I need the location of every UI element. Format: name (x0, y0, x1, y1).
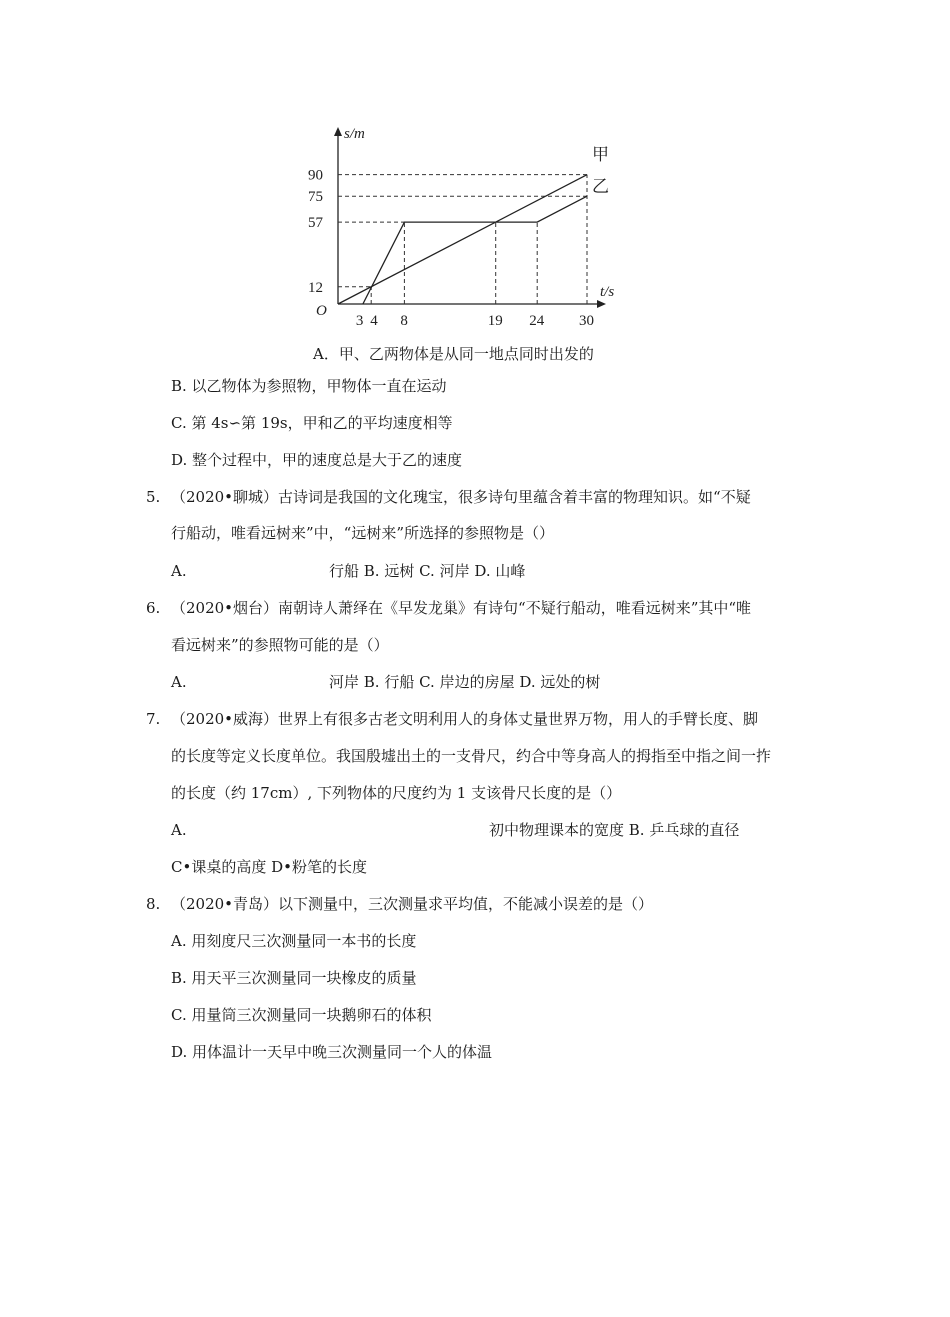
q6-options: 河岸 B. 行船 C. 岸边的房屋 D. 远处的树 (329, 673, 601, 691)
q5-number: 5. (146, 488, 161, 506)
q6-option-label: A. (171, 673, 187, 691)
axis-ticks (308, 168, 594, 329)
q6-number: 6. (146, 599, 161, 617)
y-axis-arrow (334, 127, 342, 136)
x-tick-8: 8 (400, 313, 408, 329)
q7-stem-line1: （2020•威海）世界上有很多古老文明利用人的身体丈量世界万物，用人的手臂长度、脚 (171, 710, 759, 728)
q5-option-label: A. (171, 562, 187, 580)
origin-label: O (316, 303, 327, 319)
series-line-yi (363, 196, 587, 304)
q5-stem-line1: （2020•聊城）古诗词是我国的文化瑰宝，很多诗句里蕴含着丰富的物理知识。如“不疑 (171, 488, 751, 506)
series-lines (338, 175, 587, 304)
q4-option-c: C. 第 4s∽第 19s，甲和乙的平均速度相等 (171, 414, 453, 432)
q4-option-a: A．甲、乙两物体是从同一地点同时出发的 (313, 345, 594, 363)
y-tick-57: 57 (308, 215, 323, 232)
q8-option-c: C. 用量筒三次测量同一块鹅卵石的体积 (171, 1006, 432, 1024)
q7-stem-line3: 的长度（约 17cm）, 下列物体的尺度约为 1 支该骨尺长度的是（） (171, 784, 622, 802)
x-tick-19: 19 (487, 313, 503, 329)
series-label-jia: 甲 (592, 145, 609, 165)
q7-options-line2: C•课桌的高度 D•粉笔的长度 (171, 858, 367, 876)
y-axis-label: s/m (344, 126, 365, 142)
y-tick-75: 75 (308, 189, 323, 206)
x-tick-30: 30 (579, 313, 594, 329)
q8-option-a: A. 用刻度尺三次测量同一本书的长度 (171, 932, 417, 950)
q8-option-b: B. 用天平三次测量同一块橡皮的质量 (171, 969, 417, 987)
q4-option-d: D. 整个过程中，甲的速度总是大于乙的速度 (171, 451, 463, 469)
q8-number: 8. (146, 895, 161, 913)
x-tick-3: 3 (355, 313, 364, 329)
x-tick-24: 24 (529, 313, 545, 329)
q5-stem-line2: 行船动，唯看远树来”中，“远树来”所选择的参照物是（） (171, 524, 555, 542)
q7-option-label: A. (171, 821, 187, 839)
q7-options-line1: 初中物理课本的宽度 B. 乒乓球的直径 (489, 821, 740, 839)
series-label-yi: 乙 (592, 177, 609, 197)
q6-stem-line2: 看远树来”的参照物可能的是（） (171, 636, 389, 654)
q8-stem-line1: （2020•青岛）以下测量中，三次测量求平均值，不能减小误差的是（） (171, 895, 654, 913)
q4-option-b: B. 以乙物体为参照物，甲物体一直在运动 (171, 377, 447, 395)
q7-stem-line2: 的长度等定义长度单位。我国殷墟出土的一支骨尺，约合中等身高人的拇指至中指之间一拃 (171, 747, 772, 765)
y-tick-12: 12 (308, 279, 323, 296)
series-line-jia (338, 175, 587, 304)
q6-stem-line1: （2020•烟台）南朝诗人萧绎在《早发龙巢》有诗句“不疑行船动，唯看远树来”其中“唯 (171, 599, 752, 617)
s-t-graph (300, 118, 630, 330)
q8-option-d: D. 用体温计一天早中晚三次测量同一个人的体温 (171, 1043, 493, 1061)
x-tick-4: 4 (370, 313, 378, 329)
q5-options: 行船 B. 远树 C. 河岸 D. 山峰 (329, 562, 526, 580)
x-axis-arrow (597, 300, 606, 308)
q7-number: 7. (146, 710, 161, 728)
y-tick-90: 90 (308, 167, 323, 184)
x-axis-label: t/s (600, 284, 615, 300)
